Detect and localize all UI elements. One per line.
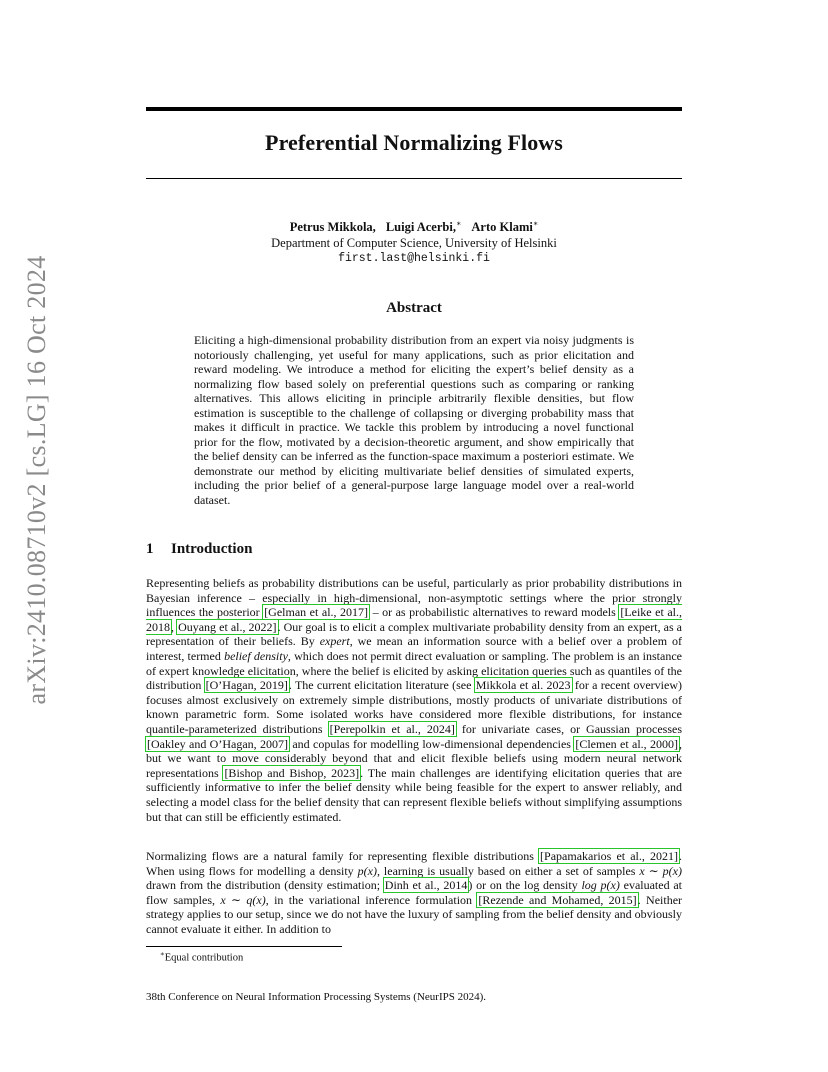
abstract-text: Eliciting a high-dimensional probability distribution from an expert via noisy judgments is notoriously challenging, yet useful for many applications, such as prior elicitation and reward modeling. We introduce a method for eliciting the expert’s belief density as a normalizing flow based solely on preferential questions such as comparing or ranking alternatives. This allows eliciting in principle arbitrarily flexible densities, but flow estimation is susceptible to the challenge of collapsing or diverging probability mass that makes it difficult in practice. We tackle this problem by introducing a novel functional prior for the flow, motivated by a decision-theoretic argument, and show empirically that the belief density can be inferred as the function-space maximum a posteriori estimate. We demonstrate our method by eliciting multivariate belief densities of simulated experts, including the prior belief of a general-purpose large language model over a real-world dataset. [194, 333, 634, 507]
footnote-text: Equal contribution [164, 952, 244, 964]
author-name: Luigi Acerbi, [385, 220, 456, 235]
equal-contribution-mark: ∗ [532, 219, 539, 228]
venue-footer: 38th Conference on Neural Information Processing Systems (NeurIPS 2024). [146, 991, 487, 1003]
citation-link[interactable]: [Papamakarios et al., 2021] [540, 849, 678, 863]
paper-title: Preferential Normalizing Flows [265, 130, 563, 155]
citation-link[interactable]: [Perepolkin et al., 2024] [329, 721, 455, 736]
arxiv-stamp [22, 255, 52, 705]
section-number: 1 [146, 541, 154, 557]
title-bottom-rule [146, 178, 682, 179]
citation-link[interactable]: Dinh et al., 2014 [384, 878, 468, 893]
citation-link[interactable]: [Leike et al., 2018 [146, 605, 682, 634]
citation-link[interactable]: [Bishop and Bishop, 2023] [224, 765, 360, 780]
math-inline: log p(x) [581, 878, 620, 893]
author-name: Petrus Mikkola, [289, 220, 376, 235]
citation-link[interactable]: [Gelman et al., 2017] [264, 605, 369, 620]
math-inline: x ∼ q(x) [220, 892, 266, 907]
arxiv-stamp-text: arXiv:2410.08710v2 [cs.LG] 16 Oct 2024 [22, 255, 51, 705]
intro-paragraph-2: Normalizing flows are a natural family for representing flexible distributions [Papamakarios et al., 2021]. When using flows for modelling a density p(x), learning is usually based on either a set of samples x ∼ p(x) drawn from the distribution (density estimation; Dinh et al., 2014) or on the log density log p(x) evaluated at flow samples, x ∼ q(x), in the variational inference formulation [Rezende and Mohamed, 2015]. Neither strategy applies to our setup, since we do not have the luxury of sampling from the belief density and obviously cannot evaluate it either. In addition to [146, 849, 683, 936]
citation-link[interactable]: Mikkola et al. 2023 [475, 678, 571, 693]
title-top-rule [146, 107, 682, 111]
math-inline: p(x) [357, 863, 377, 878]
footnote-mark: ∗ [160, 950, 165, 958]
citation-link[interactable]: [Rezende and Mohamed, 2015] [478, 892, 637, 907]
author-names [146, 216, 682, 235]
footnote-rule [146, 946, 342, 947]
author-email: first.last@helsinki.fi [338, 252, 490, 266]
citation-link[interactable]: Ouyang et al., 2022] [178, 619, 277, 634]
author-name: Arto Klami [471, 220, 533, 235]
math-inline: x ∼ p(x) [639, 863, 682, 878]
section-title: Introduction [171, 541, 253, 557]
citation-link[interactable]: [Clemen et al., 2000] [575, 736, 678, 751]
author-block [146, 216, 682, 267]
section-heading [146, 541, 252, 558]
affiliation: Department of Computer Science, University of Helsinki [271, 236, 557, 251]
abstract-heading: Abstract [386, 300, 442, 316]
intro-paragraph-1: Representing beliefs as probability distributions can be useful, particularly as prior probability distributions in Bayesian inference – especially in high-dimensional, non-asymptotic settings where the prior strongly influences the posterior [Gelman et al., 2017] – or as probabilistic alternatives to reward models [Leike et al., 2018, Ouyang et al., 2022]. Our goal is to elicit a complex multivariate probability density from an expert, as a representation of their beliefs. By expert, we mean an information source with a belief over a problem of interest, termed belief density, which does not permit direct evaluation or sampling. The problem is an instance of expert knowledge elicitation, where the belief is elicited by asking elicitation queries such as quantiles of the distribution [O’Hagan, 2019]. The current elicitation literature (see Mikkola et al. 2023 for a recent overview) focuses almost exclusively on extremely simple distributions, mostly products of univariate distributions of known parametric form. Some isolated works have considered more flexible distributions, for instance quantile-parameterized distributions [Perepolkin et al., 2024] for univariate cases, or Gaussian processes [Oakley and O’Hagan, 2007] and copulas for modelling low-dimensional dependencies [Clemen et al., 2000], but we want to move considerably beyond that and elicit flexible beliefs using modern neural network representations [Bishop and Bishop, 2023]. The main challenges are identifying elicitation queries that are sufficiently informative to infer the belief density while being feasible for the expert to answer reliably, and selecting a model class for the belief density that can represent flexible beliefs without simplifying assumptions but that can still be efficiently estimated. [146, 576, 683, 824]
equal-contribution-mark: ∗ [455, 219, 462, 228]
footnote [160, 950, 243, 964]
citation-link[interactable]: [Oakley and O’Hagan, 2007] [147, 736, 288, 751]
citation-link[interactable]: [O’Hagan, 2019] [205, 678, 288, 693]
